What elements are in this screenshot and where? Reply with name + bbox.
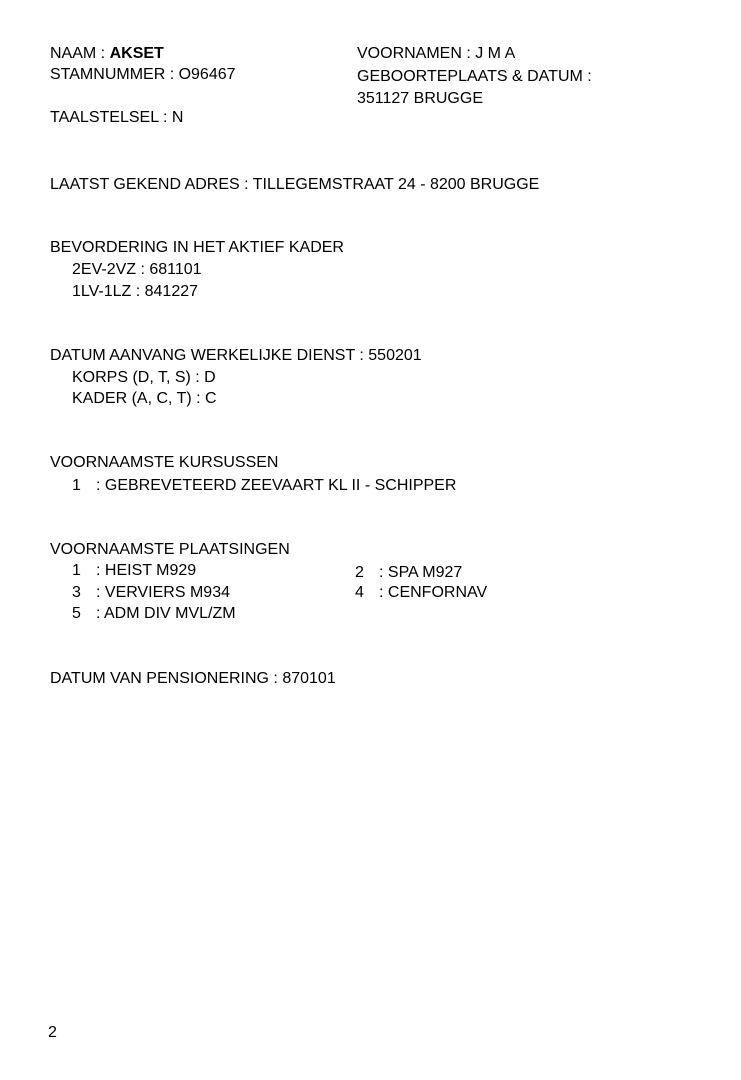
plaatsing-number: 1 — [72, 562, 81, 579]
kursus-item — [72, 475, 456, 496]
naam-value: AKSET — [109, 45, 164, 62]
plaatsing-text: : ADM DIV MVL/ZM — [96, 605, 236, 622]
naam-label: NAAM : — [50, 45, 106, 62]
voornamen: VOORNAMEN : J M A — [357, 45, 516, 62]
kader-line: KADER (A, C, T) : C — [72, 390, 217, 407]
stamnummer: STAMNUMMER : O96467 — [50, 66, 236, 83]
bevordering-line: 2EV-2VZ : 681101 — [72, 261, 202, 278]
pensionering: DATUM VAN PENSIONERING : 870101 — [50, 670, 336, 687]
plaatsing-text: : HEIST M929 — [96, 562, 197, 579]
plaatsingen-title: VOORNAAMSTE PLAATSINGEN — [50, 541, 290, 558]
kursus-text: : GEBREVETEERD ZEEVAART KL II - SCHIPPER — [96, 477, 457, 494]
kursus-number: 1 — [72, 477, 81, 494]
geboorte-label: GEBOORTEPLAATS & DATUM : — [357, 68, 592, 85]
plaatsing-number: 3 — [72, 584, 81, 601]
adres: LAATST GEKEND ADRES : TILLEGEMSTRAAT 24 - 8200 BRUGGE — [50, 176, 540, 193]
plaatsing-item — [355, 562, 462, 583]
page-number: 2 — [48, 1024, 57, 1041]
plaatsing-item — [72, 603, 236, 624]
plaatsing-item — [72, 560, 196, 581]
korps-line: KORPS (D, T, S) : D — [72, 369, 216, 386]
plaatsing-text: : SPA M927 — [379, 564, 463, 581]
plaatsing-number: 4 — [355, 584, 364, 601]
plaatsing-number: 2 — [355, 564, 364, 581]
bevordering-line: 1LV-1LZ : 841227 — [72, 283, 199, 300]
plaatsing-item — [355, 582, 487, 603]
plaatsing-item — [72, 582, 230, 603]
plaatsing-number: 5 — [72, 605, 81, 622]
kursussen-title: VOORNAAMSTE KURSUSSEN — [50, 454, 279, 471]
plaatsing-text: : CENFORNAV — [379, 584, 488, 601]
bevordering-title: BEVORDERING IN HET AKTIEF KADER — [50, 239, 344, 256]
name-line — [50, 43, 164, 64]
plaatsing-text: : VERVIERS M934 — [96, 584, 230, 601]
dienst-title: DATUM AANVANG WERKELIJKE DIENST : 550201 — [50, 347, 422, 364]
taalstelsel: TAALSTELSEL : N — [50, 109, 184, 126]
geboorte-value: 351127 BRUGGE — [357, 90, 483, 107]
